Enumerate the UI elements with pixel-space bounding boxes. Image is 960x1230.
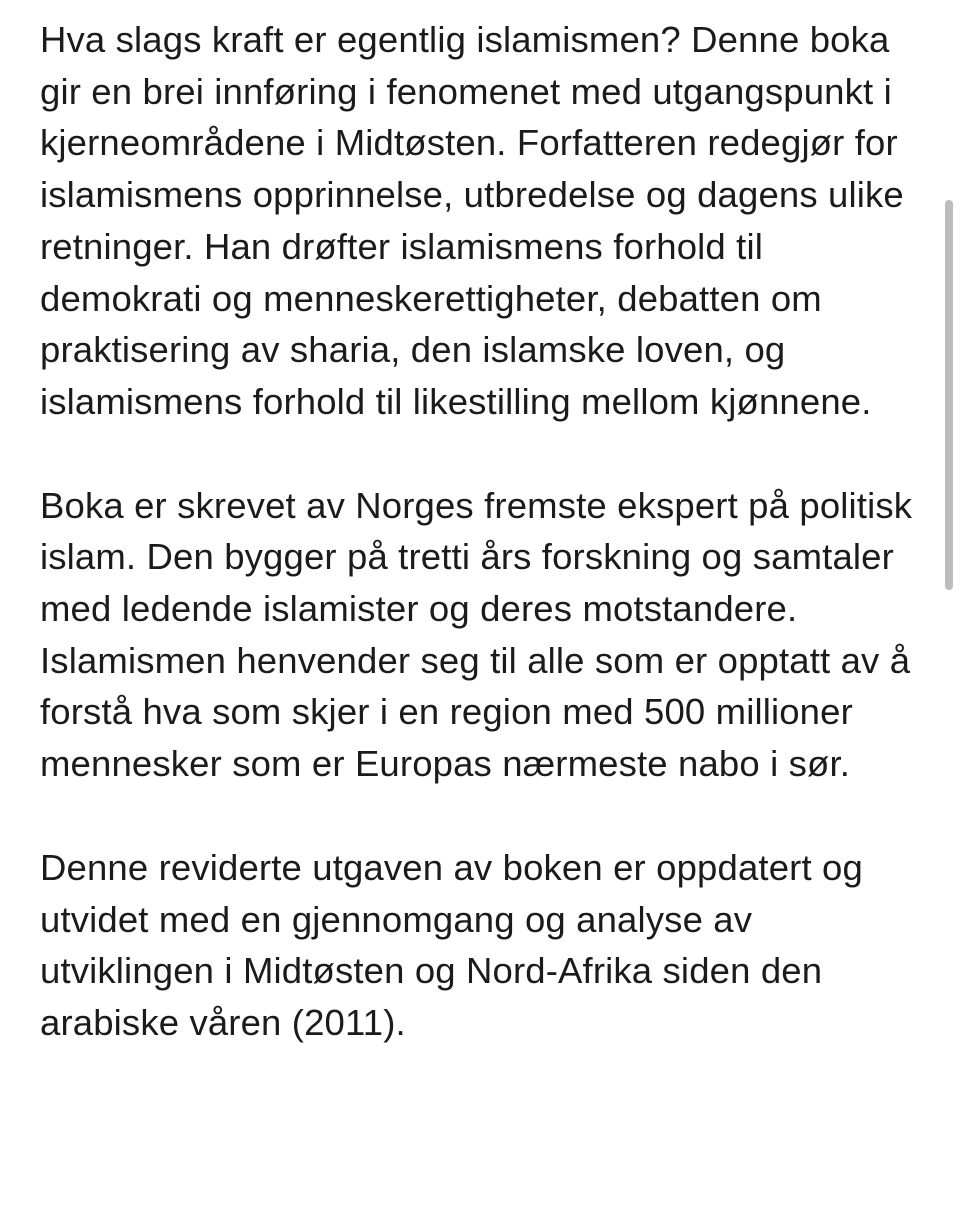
description-paragraph-3: Denne reviderte utgaven av boken er oppdatert og utvidet med en gjennomgang og analyse av utviklingen i Midtøsten og Nord-Afrika siden den arabiske våren (2011). (40, 846, 863, 1043)
scrollbar-thumb[interactable] (945, 200, 953, 590)
description-paragraph-2: Boka er skrevet av Norges fremste ekspert på politisk islam. Den bygger på tretti års forskning og samtaler med ledende islamister og deres motstandere. Islamismen henvender seg til alle som er opptatt av å forstå hva som skjer i en region med 500 millioner mennesker som er Europas nærmeste nabo i sør. (40, 484, 913, 785)
description-paragraph-1: Hva slags kraft er egentlig islamismen? Denne boka gir en brei innføring i fenomenet med utgangspunkt i kjerneområdene i Midtøsten. Forfatteren redegjør for islamismens opprinnelse, utbredelse og dagens ulike retninger. Han drøfter islamismens forhold til demokrati og menneskerettigheter, debatten om praktisering av sharia, den islamske loven, og islamismens forhold til likestilling mellom kjønnene. (40, 19, 904, 422)
book-description (40, 14, 920, 1101)
